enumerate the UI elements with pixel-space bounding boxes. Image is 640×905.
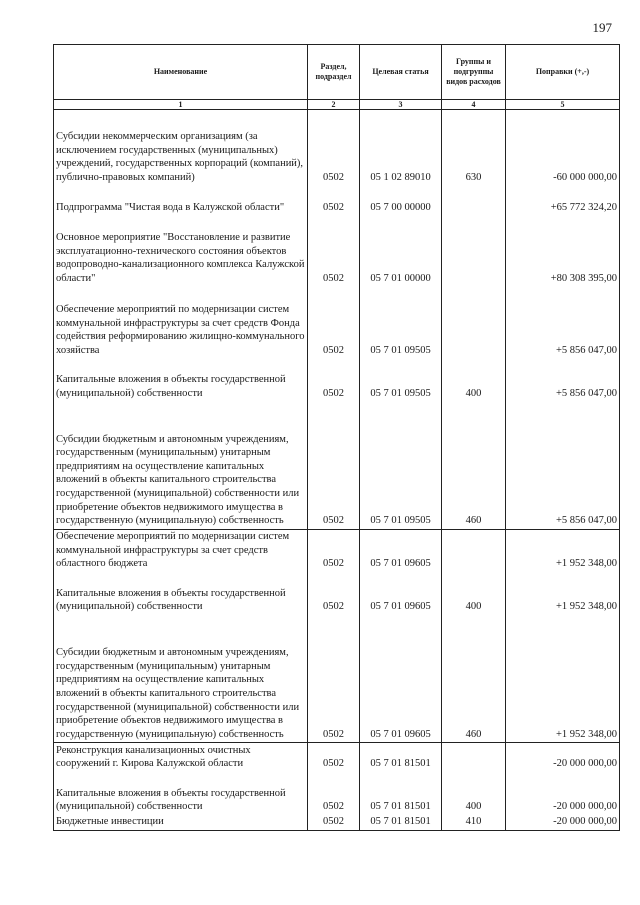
row-amount: +80 308 395,00 — [506, 216, 620, 287]
row-section: 0502 — [308, 287, 360, 359]
table-row — [54, 530, 620, 572]
row-name: Обеспечение мероприятий по модернизации систем коммунальной инфраструктуры за счет средств Фонда содействия реформированию жилищно-коммунального хозяйства — [54, 287, 308, 359]
row-amount: +5 856 047,00 — [506, 287, 620, 359]
row-name: Субсидии бюджетным и автономным учреждениям, государственным (муниципальным) унитарным предприятиям на осуществление капитальных вложений в объекты капитального строительства государственной (муниципальной) собственности или приобретение объектов недвижимого имущества в государственную (муниципальную) собственность — [54, 615, 308, 743]
table-row — [54, 110, 620, 186]
row-target: 05 7 00 00000 — [360, 186, 442, 216]
row-target: 05 7 01 81501 — [360, 815, 442, 830]
row-section: 0502 — [308, 772, 360, 815]
column-header-name: Наименование — [54, 45, 308, 100]
table-row — [54, 186, 620, 216]
header-row — [54, 45, 620, 100]
row-section: 0502 — [308, 530, 360, 572]
row-name: Обеспечение мероприятий по модернизации систем коммунальной инфраструктуры за счет средств областного бюджета — [54, 530, 308, 572]
row-amount: +1 952 348,00 — [506, 615, 620, 743]
row-group: 460 — [442, 615, 506, 743]
table-row — [54, 772, 620, 815]
row-name: Бюджетные инвестиции — [54, 815, 308, 830]
row-group — [442, 216, 506, 287]
row-group: 410 — [442, 815, 506, 830]
table-row — [54, 815, 620, 830]
row-section: 0502 — [308, 216, 360, 287]
row-group — [442, 287, 506, 359]
row-target: 05 7 01 09505 — [360, 402, 442, 530]
row-section: 0502 — [308, 615, 360, 743]
row-amount: +5 856 047,00 — [506, 402, 620, 530]
row-target: 05 7 01 09505 — [360, 359, 442, 402]
row-target: 05 7 01 00000 — [360, 216, 442, 287]
row-name: Реконструкция канализационных очистных сооружений г. Кирова Калужской области — [54, 743, 308, 772]
row-group: 400 — [442, 359, 506, 402]
row-name: Субсидии некоммерческим организациям (за исключением государственных (муниципальных) учреждений, государственных корпораций (компаний), публично-правовых компаний) — [54, 110, 308, 186]
row-group — [442, 186, 506, 216]
row-name: Субсидии бюджетным и автономным учреждениям, государственным (муниципальным) унитарным предприятиям на осуществление капитальных вложений в объекты капитального строительства государственной (муниципальной) собственности или приобретение объектов недвижимого имущества в государственную (муниципальную) собственность — [54, 402, 308, 530]
row-section: 0502 — [308, 402, 360, 530]
row-name: Подпрограмма "Чистая вода в Калужской области" — [54, 186, 308, 216]
column-number: 2 — [308, 100, 360, 110]
column-header-target: Целевая статья — [360, 45, 442, 100]
table-row — [54, 572, 620, 615]
column-header-section: Раздел, подраздел — [308, 45, 360, 100]
table-row — [54, 216, 620, 287]
row-name: Капитальные вложения в объекты государственной (муниципальной) собственности — [54, 572, 308, 615]
table-row — [54, 615, 620, 743]
table-row — [54, 359, 620, 402]
row-amount: +65 772 324,20 — [506, 186, 620, 216]
row-name: Капитальные вложения в объекты государственной (муниципальной) собственности — [54, 772, 308, 815]
row-amount: -20 000 000,00 — [506, 743, 620, 772]
budget-amendments-table — [53, 44, 620, 831]
column-header-group: Группы и подгруппы видов расходов — [442, 45, 506, 100]
row-group — [442, 743, 506, 772]
table-row — [54, 743, 620, 772]
row-section: 0502 — [308, 815, 360, 830]
page-number: 197 — [592, 20, 612, 35]
row-target: 05 7 01 81501 — [360, 772, 442, 815]
row-amount: +1 952 348,00 — [506, 530, 620, 572]
column-number: 3 — [360, 100, 442, 110]
column-number: 5 — [506, 100, 620, 110]
column-number: 1 — [54, 100, 308, 110]
row-group: 400 — [442, 572, 506, 615]
row-target: 05 7 01 81501 — [360, 743, 442, 772]
table-row — [54, 287, 620, 359]
row-target: 05 7 01 09605 — [360, 530, 442, 572]
row-amount: +5 856 047,00 — [506, 359, 620, 402]
row-name: Капитальные вложения в объекты государственной (муниципальной) собственности — [54, 359, 308, 402]
row-group: 630 — [442, 110, 506, 186]
row-target: 05 7 01 09505 — [360, 287, 442, 359]
row-name: Основное мероприятие "Восстановление и развитие эксплуатационно-технического состояния объектов водопроводно-канализационного комплекса Калужской области" — [54, 216, 308, 287]
column-number: 4 — [442, 100, 506, 110]
row-target: 05 7 01 09605 — [360, 572, 442, 615]
row-amount: -20 000 000,00 — [506, 772, 620, 815]
row-amount: +1 952 348,00 — [506, 572, 620, 615]
column-number-row — [54, 100, 620, 110]
column-header-amount: Поправки (+,-) — [506, 45, 620, 100]
row-section: 0502 — [308, 743, 360, 772]
row-amount: -60 000 000,00 — [506, 110, 620, 186]
row-group — [442, 530, 506, 572]
row-section: 0502 — [308, 186, 360, 216]
row-amount: -20 000 000,00 — [506, 815, 620, 830]
row-group: 460 — [442, 402, 506, 530]
row-group: 400 — [442, 772, 506, 815]
row-section: 0502 — [308, 110, 360, 186]
row-target: 05 7 01 09605 — [360, 615, 442, 743]
table-row — [54, 402, 620, 530]
row-section: 0502 — [308, 572, 360, 615]
row-target: 05 1 02 89010 — [360, 110, 442, 186]
row-section: 0502 — [308, 359, 360, 402]
